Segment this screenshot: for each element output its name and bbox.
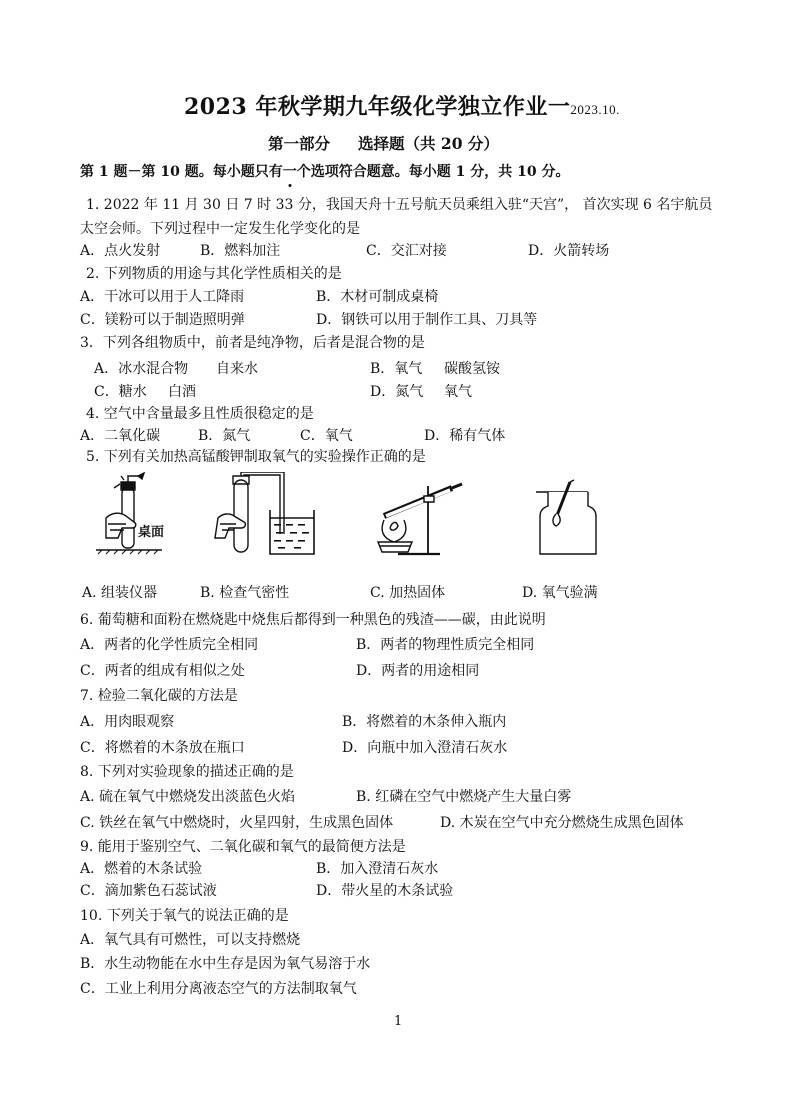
q1-option-b: B．燃料加注 xyxy=(200,243,281,259)
q7-option-c: C．将燃着的木条放在瓶口 xyxy=(80,740,245,756)
q2-stem: 2. 下列物质的用途与其化学性质相关的是 xyxy=(86,266,342,282)
q3-option-c: C．糖水 xyxy=(94,384,147,400)
q3-option-c-value: 白酒 xyxy=(168,384,196,400)
q1-stem-line2: 太空会师。下列过程中一定发生化学变化的是 xyxy=(80,221,360,237)
q3-stem: 3．下列各组物质中，前者是纯净物，后者是混合物的是 xyxy=(80,335,425,351)
instructions-pre: 第 1 题－第 10 题。每小题只有 xyxy=(80,164,283,180)
page-title xyxy=(184,90,620,121)
section-title: 第一部分 xyxy=(268,134,331,153)
q10-stem: 10. 下列关于氧气的说法正确的是 xyxy=(80,908,289,924)
q3-option-d-value: 氧气 xyxy=(444,384,472,400)
q3-option-b-value: 碳酸氢铵 xyxy=(444,361,500,377)
q8-option-b: B. 红磷在空气中燃烧产生大量白雾 xyxy=(356,789,572,805)
instructions xyxy=(80,161,569,181)
q4-option-c: C．氧气 xyxy=(300,428,353,444)
section-subtitle: 选择题（共 20 分） xyxy=(358,134,499,153)
q8-option-a: A. 硫在氧气中燃烧发出淡蓝色火焰 xyxy=(80,789,296,805)
q4-option-b: B．氮气 xyxy=(198,428,251,444)
q8-option-d: D. 木炭在空气中充分燃烧生成黑色固体 xyxy=(440,815,684,831)
q5-figure-b-airtightness xyxy=(210,472,326,558)
q2-option-a: A．干冰可以用于人工降雨 xyxy=(80,289,245,305)
title-date: 2023.10. xyxy=(570,102,620,117)
q2-option-d: D．钢铁可以用于制作工具、刀具等 xyxy=(316,312,538,328)
q9-option-a: A．燃着的木条试验 xyxy=(80,861,203,877)
q3-option-b: B．氧气 xyxy=(370,361,423,377)
title-text: 2023 年秋学期九年级化学独立作业一 xyxy=(184,94,571,120)
q2-option-b: B．木材可制成桌椅 xyxy=(316,289,439,305)
q8-stem: 8. 下列对实验现象的描述正确的是 xyxy=(80,764,294,780)
q6-option-c: C．两者的组成有相似之处 xyxy=(80,663,245,679)
q1-option-d: D．火箭转场 xyxy=(528,243,610,259)
q7-option-d: D．向瓶中加入澄清石灰水 xyxy=(342,740,508,756)
q9-option-b: B．加入澄清石灰水 xyxy=(316,861,439,877)
q3-option-a: A．冰水混合物 xyxy=(94,361,189,377)
q9-option-c: C．滴加紫色石蕊试液 xyxy=(80,883,217,899)
q5-option-d: D. 氧气验满 xyxy=(522,585,598,601)
q9-stem: 9. 能用于鉴别空气、二氧化碳和氧气的最简便方法是 xyxy=(80,839,406,855)
q9-option-d: D．带火星的木条试验 xyxy=(316,883,454,899)
q1-option-a: A．点火发射 xyxy=(80,243,161,259)
instructions-emph: 一 xyxy=(283,161,297,181)
q5-stem: 5. 下列有关加热高锰酸钾制取氧气的实验操作正确的是 xyxy=(86,449,426,465)
q7-option-b: B．将燃着的木条伸入瓶内 xyxy=(342,714,507,730)
q10-option-a: A．氧气具有可燃性，可以支持燃烧 xyxy=(80,932,301,948)
q5-figure-a-assemble xyxy=(92,472,188,558)
q1-stem-line1: 1. 2022 年 11 月 30 日 7 时 33 分，我国天舟十五号航天员乘组入驻“天宫”， 首次实现 6 名宇航员 xyxy=(86,197,713,213)
q5-option-c: C. 加热固体 xyxy=(370,585,446,601)
q4-stem: 4. 空气中含量最多且性质很稳定的是 xyxy=(86,406,314,422)
q4-option-a: A．二氧化碳 xyxy=(80,428,161,444)
q10-option-b: B．水生动物能在水中生存是因为氧气易溶于水 xyxy=(80,956,371,972)
instructions-post: 个选项符合题意。每小题 1 分，共 10 分。 xyxy=(296,164,570,180)
q3-option-a-value: 自来水 xyxy=(216,361,258,377)
q2-option-c: C．镁粉可以于制造照明弹 xyxy=(80,312,245,328)
q3-option-d: D．氮气 xyxy=(370,384,424,400)
q5-option-a: A. 组装仪器 xyxy=(82,585,158,601)
q7-option-a: A．用肉眼观察 xyxy=(80,714,175,730)
q5-figure-label: 桌面 xyxy=(138,525,165,540)
q6-option-a: A．两者的化学性质完全相同 xyxy=(80,637,259,653)
section-heading xyxy=(268,132,499,154)
q10-option-c: C．工业上利用分离液态空气的方法制取氧气 xyxy=(80,981,357,997)
q5-figure-c-heating xyxy=(368,474,468,560)
q5-option-b: B. 检查气密性 xyxy=(200,585,290,601)
page-number: 1 xyxy=(394,1014,403,1029)
q7-stem: 7. 检验二氧化碳的方法是 xyxy=(80,688,238,704)
q8-option-c: C. 铁丝在氧气中燃烧时，火星四射，生成黑色固体 xyxy=(80,815,394,831)
q6-stem: 6. 葡萄糖和面粉在燃烧匙中烧焦后都得到一种黑色的残渣——碳，由此说明 xyxy=(80,612,546,628)
q5-figure-d-oxygen-test xyxy=(534,478,618,558)
q4-option-d: D．稀有气体 xyxy=(424,428,506,444)
q1-option-c: C．交汇对接 xyxy=(366,243,447,259)
q6-option-b: B．两者的物理性质完全相同 xyxy=(356,637,535,653)
q6-option-d: D．两者的用途相同 xyxy=(356,663,480,679)
